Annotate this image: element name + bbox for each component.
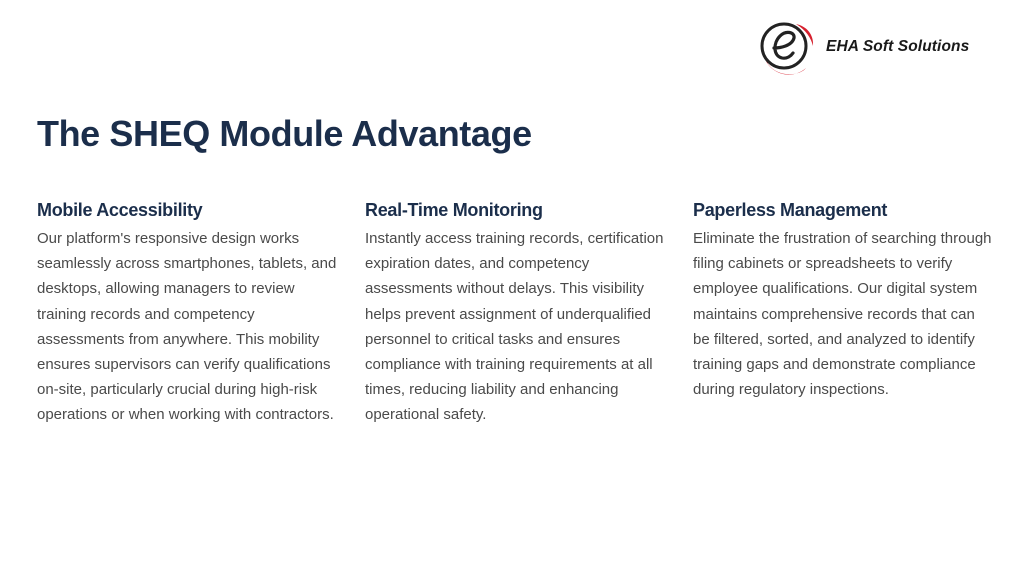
feature-heading: Paperless Management bbox=[693, 200, 888, 220]
eha-e-swoosh-logo-icon bbox=[756, 18, 822, 80]
feature-description: Instantly access training records, certification expiration dates, and competency assessments without delays. This visibility helps prevent assignment of underqualified personnel to critical tasks and ensures compliance with training requirements at all times, reducing liability and enhancing operational safety. bbox=[365, 230, 664, 424]
page-title: The SHEQ Module Advantage bbox=[37, 113, 532, 154]
feature-heading: Mobile Accessibility bbox=[37, 200, 203, 220]
feature-column-real-time-monitoring bbox=[365, 198, 665, 428]
feature-column-paperless-management bbox=[693, 198, 993, 402]
feature-description: Our platform's responsive design works seamlessly across smartphones, tablets, and desktops, allowing managers to review training records and competency assessments from anywhere. This mobility ensures supervisors can verify qualifications on-site, particularly crucial during high-risk operations or when working with contractors. bbox=[37, 230, 337, 424]
company-logo bbox=[756, 18, 1006, 80]
brand-name: EHA Soft Solutions bbox=[826, 38, 970, 55]
feature-heading: Real-Time Monitoring bbox=[365, 200, 543, 220]
feature-column-mobile-accessibility bbox=[37, 198, 337, 428]
feature-description: Eliminate the frustration of searching through filing cabinets or spreadsheets to verify employee qualifications. Our digital system maintains comprehensive records that can be filtered, sorted, and analyzed to identify training gaps and demonstrate compliance during regulatory inspections. bbox=[693, 230, 992, 399]
